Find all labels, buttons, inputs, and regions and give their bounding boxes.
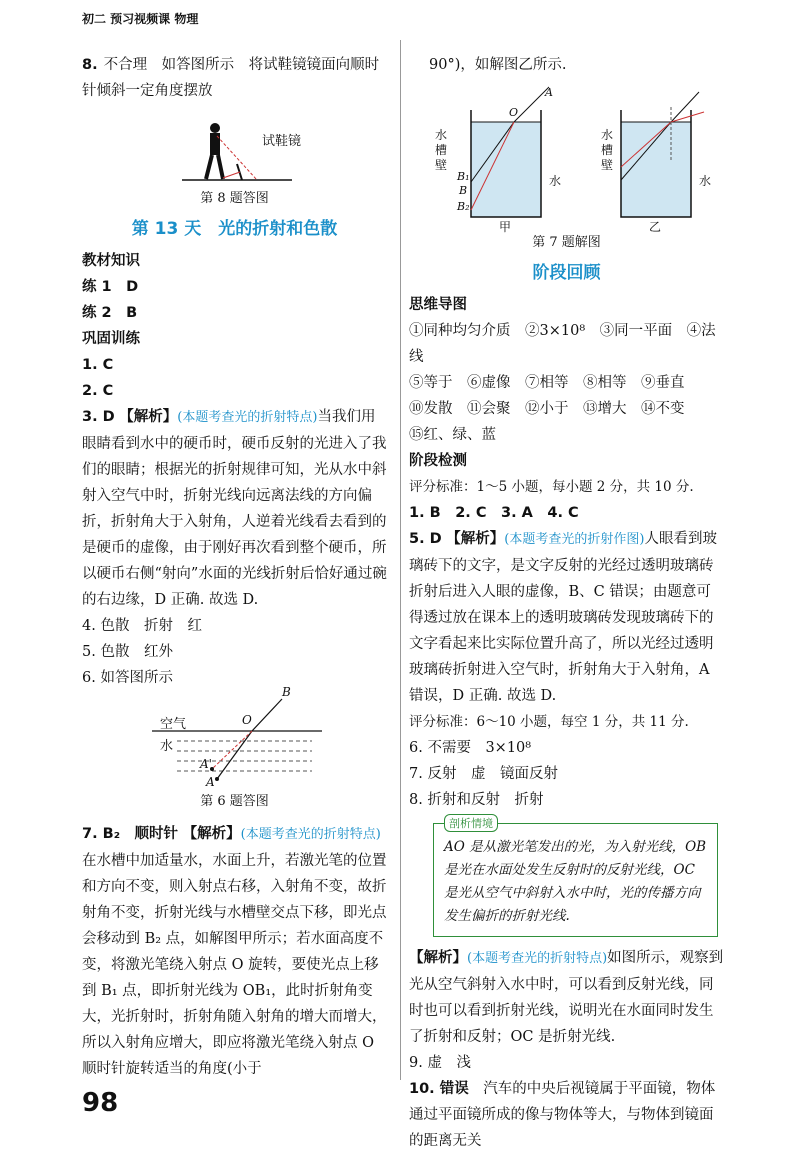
figure-7 — [409, 82, 724, 232]
answer-4: 4. 色散 折射 红 — [82, 618, 202, 634]
practice-1: 练 1 D — [82, 279, 139, 295]
figure-6-drawing — [82, 691, 387, 791]
label-B: B — [282, 685, 291, 699]
running-header: 初二 预习视频课 物理 — [82, 12, 199, 26]
figure-8-caption: 第 8 题答图 — [200, 191, 269, 206]
score-standard-2: 评分标准：6～10 小题，每空 1 分，共 11 分. — [409, 714, 689, 730]
label-O: O — [242, 713, 252, 727]
label-water-jia: 水 — [549, 174, 562, 188]
label-B1-jia: B₁ — [457, 170, 470, 183]
column-divider — [400, 40, 401, 1080]
label-O-jia: O — [509, 106, 519, 119]
answer-7: 7. B₂ 顺时针 【解析】(本题考查光的折射特点)在水槽中加适量水，水面上升，若激光笔的位置和方向不变，则入射点右移，入射角不变，故折射角不变，折射光线与水槽壁交点下移，即光点会移动到 B₂ 点，如解图甲所示；若水面高度不变，将激光笔绕入射点 O 旋转，要使光点上移到 B₁ 点，即折射光线为 OB₁，此时折射角变大，光折射时，折射角随入射角的增大而增大，所以入射角应增大，即应将激光笔绕入射点 O 顺时针旋转适当的角度(小于 — [82, 826, 387, 1077]
label-A1: A' — [200, 757, 212, 771]
answer-8: 8. 不合理 如答图所示 将试鞋镜镜面向顺时针倾斜一定角度摆放 — [82, 57, 380, 99]
figure-6-caption: 第 6 题答图 — [200, 794, 269, 809]
analysis-box — [433, 817, 718, 937]
left-column — [82, 52, 387, 1082]
label-B-jia: B — [459, 184, 468, 197]
label-water: 水 — [160, 739, 174, 754]
section-consolidate: 巩固训练 — [82, 331, 140, 347]
mindmap-line-3: ⑩发散 ⑪会聚 ⑫小于 ⑬增大 ⑭不变 — [409, 401, 685, 417]
label-air: 空气 — [160, 717, 187, 732]
mindmap-line-4: ⑮红、绿、蓝 — [409, 427, 496, 443]
page-number: 98 — [82, 1088, 119, 1118]
answer-6: 6. 不需要 3×10⁸ — [409, 740, 532, 756]
section-test: 阶段检测 — [409, 453, 467, 469]
answer-8: 8. 折射和反射 折射 — [409, 792, 544, 808]
answer-1: 1. C — [82, 357, 114, 373]
answer-2: 2. C — [82, 383, 114, 399]
figure-6 — [82, 685, 387, 791]
mindmap-line-2: ⑤等于 ⑥虚像 ⑦相等 ⑧相等 ⑨垂直 — [409, 375, 685, 391]
label-A: A — [206, 775, 215, 789]
label-A-jia: A — [545, 86, 553, 99]
answer-5: 5. D 【解析】(本题考查光的折射作图)人眼看到玻璃砖下的文字，是文字反射的光经过透明玻璃砖折射后进入人眼的虚像，B、C 错误；由题意可得透过放在课本上的透明玻璃砖发现玻璃砖下的文字看起来比实际位置升高了，所以光经过透明玻璃砖折射进入空气时，折射角大于入射角，A 错误，D 正确. 故选 D. — [409, 531, 717, 704]
answer-10: 10. 错误 汽车的中央后视镜属于平面镜，物体通过平面镜所成的像与物体等大，与物体到镜面的距离无关 — [409, 1081, 716, 1149]
figure-7-caption: 第 7 题解图 — [532, 235, 601, 250]
day-title: 第 13 天 光的折射和色散 — [131, 219, 338, 239]
analysis-text: AO 是从激光笔发出的光，为入射光线，OB 是光在水面处发生反射时的反射光线，OC 是光从空气中斜射入水中时，光的传播方向发生偏折的折射光线. — [444, 839, 707, 924]
label-jia: 甲 — [499, 220, 512, 234]
score-standard-1: 评分标准：1～5 小题，每小题 2 分，共 10 分. — [409, 479, 694, 495]
answer-7-continued: 90°)，如解图乙所示. — [429, 57, 567, 73]
right-column — [409, 52, 724, 1154]
answer-5: 5. 色散 红外 — [82, 644, 173, 660]
practice-2: 练 2 B — [82, 305, 138, 321]
answer-9: 9. 虚 浅 — [409, 1055, 471, 1071]
answer-8-analysis: 【解析】(本题考查光的折射特点)如图所示，观察到光从空气斜射入水中时，可以看到反射光线，同时也可以看到折射光线，说明光在水面同时发生了折射和反射；OC 是折射光线. — [409, 950, 724, 1045]
answers-1-4: 1. B 2. C 3. A 4. C — [409, 505, 579, 521]
label-B2-jia: B₂ — [457, 200, 470, 213]
analysis-badge: 剖析情境 — [444, 814, 498, 832]
review-title: 阶段回顾 — [532, 263, 601, 283]
mindmap-line-1: ①同种均匀介质 ②3×10⁸ ③同一平面 ④法线 — [409, 323, 716, 365]
label-water-yi: 水 — [699, 174, 712, 188]
label-wall-yi: 水槽壁 — [601, 128, 614, 172]
answer-7: 7. 反射 虚 镜面反射 — [409, 766, 558, 782]
figure-8 — [82, 108, 387, 188]
figure-8-drawing — [82, 108, 387, 188]
section-textbook: 教材知识 — [82, 253, 140, 269]
answer-6: 6. 如答图所示 — [82, 670, 173, 686]
label-wall-jia: 水槽壁 — [435, 128, 448, 172]
mirror-label: 试鞋镜 — [262, 134, 302, 149]
answer-3: 3. D 【解析】(本题考查光的折射特点)当我们用眼睛看到水中的硬币时，硬币反射的光进入了我们的眼睛；根据光的折射规律可知，光从水中斜射入空气中时，折射光线向远离法线的方向偏折，折射角大于入射角，人逆着光线看去看到的是硬币的虚像，由于刚好再次看到整个硬币，所以硬币右侧“射向”水面的光线折射后恰好通过碗的右边缘，D 正确. 故选 D. — [82, 409, 387, 608]
label-yi: 乙 — [649, 220, 662, 234]
section-mindmap: 思维导图 — [409, 297, 467, 313]
